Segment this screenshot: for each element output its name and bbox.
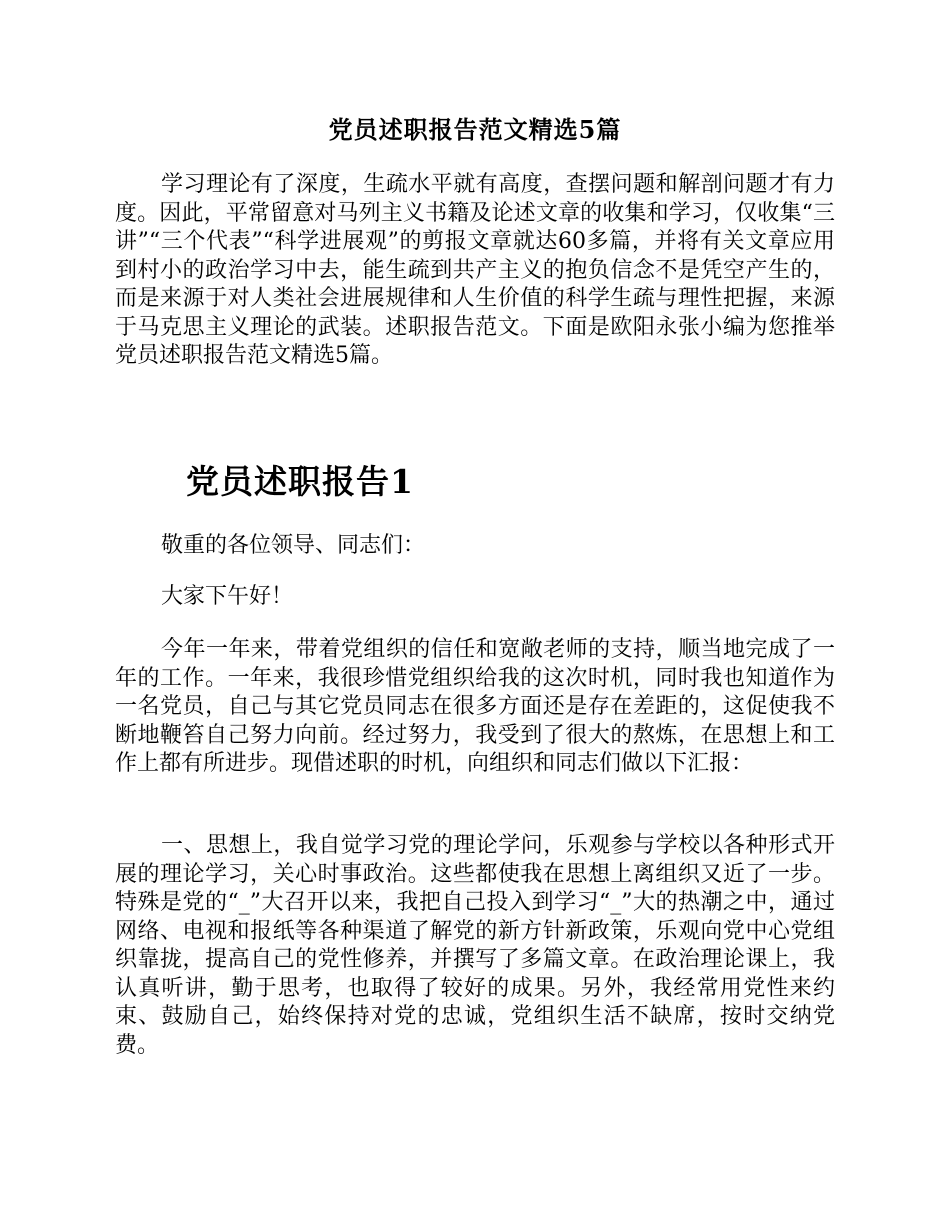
- salutation-line: 大家下午好！: [161, 584, 294, 609]
- section-heading: 党员述职报告1: [186, 462, 414, 501]
- document-title: 党员述职报告范文精选5篇: [328, 115, 622, 144]
- greeting-line: 敬重的各位领导、同志们：: [161, 533, 426, 558]
- body-paragraph: 今年一年来，带着党组织的信任和宽敞老师的支持，顺当地完成了一年的工作。一年来，我很珍惜党组织给我的这次时机，同时我也知道作为一名党员，自己与其它党员同志在很多方面还是存在差距的，这促使我不断地鞭笞自己努力向前。经过努力，我受到了很大的熬炼，在思想上和工作上都有所进步。现借述职的时机，向组织和同志们做以下汇报：: [115, 637, 835, 776]
- intro-paragraph: 学习理论有了深度，生疏水平就有高度，查摆问题和解剖问题才有力度。因此，平常留意对马列主义书籍及论述文章的收集和学习，仅收集“三讲”“三个代表”“科学进展观”的剪报文章就达60多篇，并将有关文章应用到村小的政治学习中去，能生疏到共产主义的抱负信念不是凭空产生的，而是来源于对人类社会进展规律和人生价值的科学生疏与理性把握，来源于马克思主义理论的武装。述职报告范文。下面是欧阳永张小编为您推举党员述职报告范文精选5篇。: [115, 172, 835, 368]
- body-paragraph: 一、思想上，我自觉学习党的理论学问，乐观参与学校以各种形式开展的理论学习，关心时事政治。这些都使我在思想上离组织又近了一步。特殊是党的“_”大召开以来，我把自己投入到学习“_”大的热潮之中，通过网络、电视和报纸等各种渠道了解党的新方针新政策，乐观向党中心党组织靠拢，提高自己的党性修养，并撰写了多篇文章。在政治理论课上，我认真听讲，勤于思考，也取得了较好的成果。另外，我经常用党性来约束、鼓励自己，始终保持对党的忠诚，党组织生活不缺席，按时交纳党费。: [115, 833, 835, 1058]
